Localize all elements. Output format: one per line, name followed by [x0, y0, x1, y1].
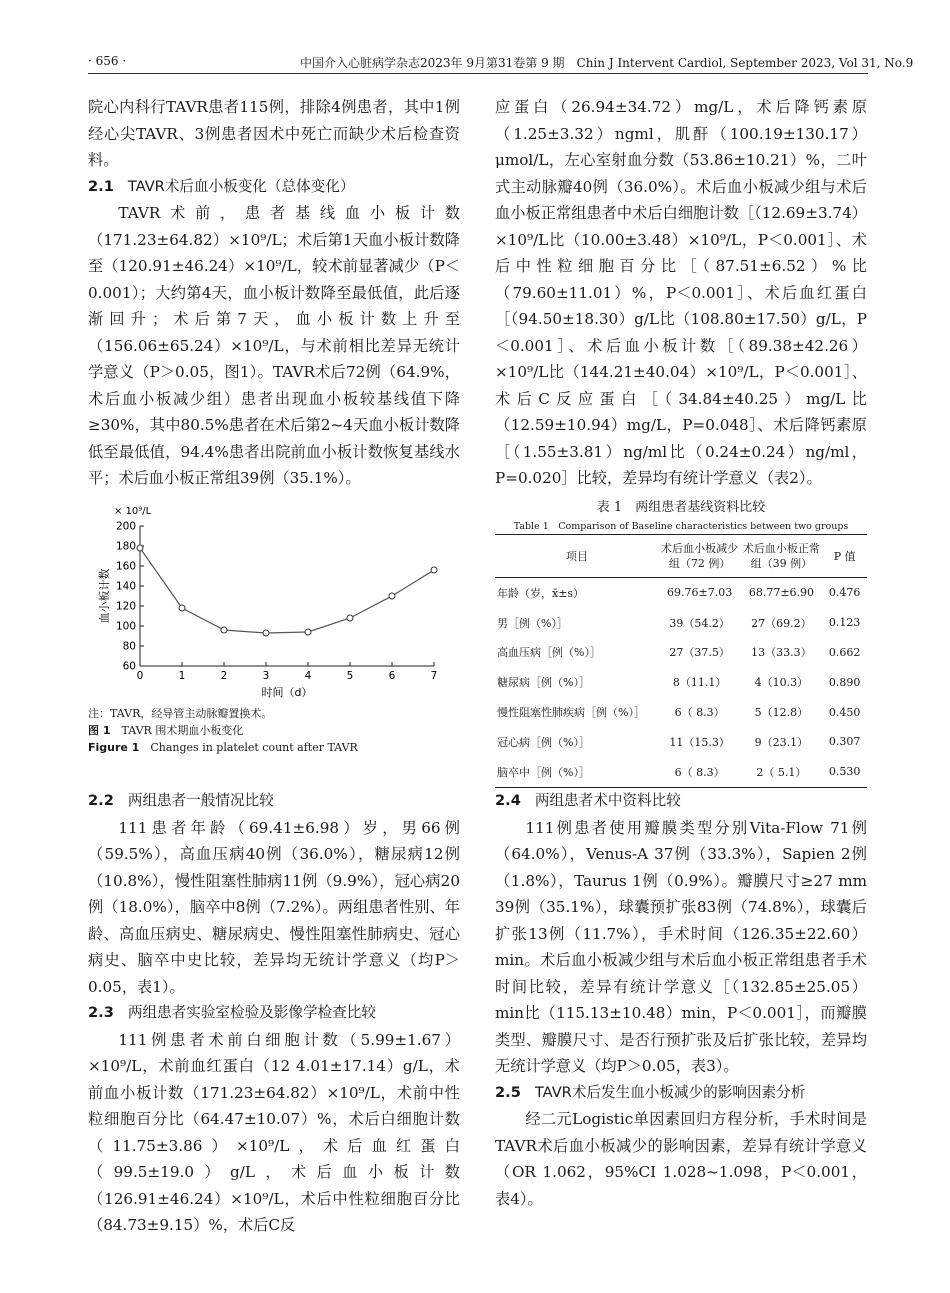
- table-cell: 0.890: [828, 675, 861, 689]
- table-cell: 4（10.3）: [754, 676, 809, 690]
- chart-ticks: [116, 521, 437, 683]
- y-tick-label: 200: [115, 520, 136, 533]
- table-row: [495, 608, 867, 638]
- x-tick-label: 3: [262, 670, 270, 682]
- section-2-5-paragraph: 经二元Logistic单因素回归方程分析，手术时间是TAVR术后血小板减少的影响因素，差异有统计学意义（OR 1.062，95%CI 1.028~1.098，P＜0.001，表4）。: [495, 1110, 867, 1208]
- figure-note-block: [88, 705, 460, 756]
- section-title: TAVR术后血小板变化（总体变化）: [127, 177, 355, 195]
- y-tick-label: 80: [122, 640, 136, 653]
- table-cell: 39（54.2）: [669, 616, 730, 630]
- table-1-title-en: Table 1 Comparison of Baseline characteristics between two groups: [513, 521, 849, 532]
- table-cell: 6（ 8.3）: [659, 757, 741, 787]
- table-cell: 27（69.2）: [751, 616, 812, 630]
- data-point: [389, 593, 395, 599]
- section-2-4-paragraph: 111例患者使用瓣膜类型分别Vita-Flow 71例（64.0%），Venus-A 37例（33.3%），Sapien 2例（1.8%），Taurus 1例（0.9%）。瓣膜尺寸≥27 mm 39例（35.1%），球囊预扩张83例（74.8%），球囊后扩张13例（11.7%），手术时间（126.35±22.60）min。术后血小板减少组与术后血小板正常组患者手术时间比较，差异有统计学意义［（132.85±25.05）min比（115.13±10.48）min，P＜0.001］，而瓣膜类型、瓣膜尺寸、是否行预扩张及后扩张比较，差异均无统计学意义（均P＞0.05，表3）。: [495, 818, 867, 1075]
- section-2-1-paragraph: TAVR术前，患者基线血小板计数（171.23±64.82）×10⁹/L；术后第1天血小板计数降至（120.91±46.24）×10⁹/L，较术前显著减少（P＜0.001）；大约第4天，血小板计数降至最低值，此后逐渐回升；术后第7天，血小板计数上升至（156.06±65.24）×10⁹/L，与术前相比差异无统计学意义（P＞0.05，图1）。TAVR术后72例（64.9%，术后血小板减少组）患者出现血小板较基线值下降≥30%，其中80.5%患者在术后第2~4天血小板计数降低至最低值，94.4%患者出院前血小板计数恢复基线水平；术后血小板正常组39例（35.1%）。: [88, 204, 460, 487]
- y-tick-label: 60: [122, 660, 136, 673]
- table-cell: 糖尿病［例（%）］: [497, 676, 590, 690]
- data-point: [221, 627, 227, 633]
- section-2-4-heading: 2.4 两组患者术中资料比较: [495, 792, 681, 809]
- table-cell: 8（11.1）: [672, 676, 727, 690]
- table-cell: 0.662: [828, 645, 861, 659]
- table-cell: 0.307: [828, 735, 861, 749]
- x-tick-label: 1: [178, 670, 186, 682]
- table-cell: 2（ 5.1）: [741, 757, 823, 787]
- table-cell: 5（12.8）: [754, 706, 809, 720]
- table-row: [495, 727, 867, 757]
- col-header: 术后血小板正常组（39 例）: [741, 535, 823, 578]
- x-tick-label: 4: [304, 670, 312, 682]
- section-2-2-heading: 2.2 两组患者一般情况比较: [88, 792, 274, 809]
- continued-paragraph: 应蛋白（26.94±34.72）mg/L，术后降钙素原（1.25±3.32）ngml，肌酐（100.19±130.17）μmol/L，左心室射血分数（53.86±10.21）%，二叶式主动脉瓣40例（36.0%）。术后血小板减少组与术后血小板正常组患者中术后白细胞计数［（12.69±3.74）×10⁹/L比（10.00±3.48）×10⁹/L，P＜0.001］、术后中性粒细胞百分比［（87.51±6.52）%比（79.60±11.01）%，P＜0.001］、术后血红蛋白［（94.50±18.30）g/L比（108.80±17.50）g/L，P＜0.001］、术后血小板计数［（89.38±42.26）×10⁹/L比（144.21±40.04）×10⁹/L，P＜0.001］、术后C反应蛋白［（34.84±40.25）mg/L比（12.59±10.94）mg/L，P=0.048］、术后降钙素原［（1.55±3.81）ng/ml比（0.24±0.24）ng/ml，P=0.020］比较，差异均有统计学意义（表2）。: [495, 98, 867, 487]
- table-cell: 年龄（岁，x̄±s）: [497, 586, 585, 600]
- col-header: P 值: [822, 535, 867, 578]
- table-row: [495, 638, 867, 668]
- table-row: [495, 667, 867, 697]
- x-tick-label: 0: [136, 670, 144, 682]
- table-header-row: [495, 535, 867, 578]
- x-tick-label: 7: [430, 670, 438, 682]
- platelet-line-chart: [88, 498, 460, 703]
- section-2-3-heading: 2.3 两组患者实验室检验及影像学检查比较: [88, 1004, 376, 1021]
- table-1-title: 表 1 两组患者基线资料比较: [596, 500, 766, 515]
- left-column-bottom: [88, 788, 460, 1239]
- figure-caption-cn: 图 1 TAVR 围术期血小板变化: [88, 724, 244, 737]
- y-tick-label: 120: [115, 600, 136, 613]
- x-tick-label: 6: [388, 670, 396, 682]
- table-cell: 11（15.3）: [669, 735, 730, 749]
- data-point: [305, 629, 311, 635]
- table-cell: 冠心病［例（%）］: [497, 735, 590, 749]
- left-column-top: [88, 94, 460, 492]
- table-cell: 68.77±6.90: [748, 586, 815, 600]
- col-header: 项目: [495, 535, 659, 578]
- right-column-bottom: [495, 788, 867, 1212]
- y-axis-label: 血小板计数: [98, 568, 111, 624]
- table-cell: 0.123: [828, 616, 861, 630]
- y-tick-label: 140: [115, 580, 136, 593]
- table-1: [495, 534, 867, 788]
- table-cell: 27（37.5）: [669, 646, 730, 660]
- data-point: [347, 615, 353, 621]
- data-point: [179, 605, 185, 611]
- x-axis-label: 时间（d）: [261, 686, 313, 699]
- journal-header: 中国介入心脏病学杂志2023年 9月第31卷第 9 期 Chin J Intervent Cardiol, September 2023, Vol 31, No.9: [300, 56, 914, 70]
- table-cell: 慢性阻塞性肺疾病［例（%）］: [497, 706, 645, 720]
- figure-note: 注：TAVR，经导管主动脉瓣置换术。: [88, 707, 273, 720]
- x-tick-label: 5: [346, 670, 354, 682]
- table-cell: 13（33.3）: [751, 646, 812, 660]
- section-2-2-paragraph: 111患者年龄（69.41±6.98）岁，男66例（59.5%），高血压病40例（36.0%），糖尿病12例（10.8%），慢性阻塞性肺病11例（9.9%），冠心病20例（18.0%），脑卒中8例（7.2%）。两组患者性别、年龄、高血压病史、糖尿病史、慢性阻塞性肺病史、冠心病史、脑卒中史比较，差异均无统计学意义（均P＞0.05，表1）。: [88, 818, 460, 996]
- section-2-5-heading: 2.5 TAVR术后发生血小板减少的影响因素分析: [495, 1083, 806, 1101]
- figure-caption-en: Figure 1 Changes in platelet count after TAVR: [88, 741, 358, 754]
- x-tick-label: 2: [220, 670, 228, 682]
- table-cell: 69.76±7.03: [667, 586, 733, 600]
- table-cell: 0.530: [822, 757, 867, 787]
- header-rule: [88, 73, 868, 74]
- table-row: [495, 757, 867, 787]
- y-tick-label: 160: [115, 560, 136, 573]
- table-cell: 男［例（%）］: [497, 616, 568, 630]
- section-2-1-heading: [88, 174, 460, 201]
- table-cell: 9（23.1）: [754, 735, 809, 749]
- data-point: [137, 545, 143, 551]
- table-cell: 高血压病［例（%）］: [497, 646, 601, 660]
- table-row: [495, 697, 867, 727]
- page-number: · 656 ·: [88, 54, 127, 68]
- y-tick-label: 180: [115, 540, 136, 553]
- right-column-top: [495, 94, 867, 492]
- y-axis-unit: × 10⁹/L: [114, 506, 152, 517]
- data-point: [263, 630, 269, 636]
- y-tick-label: 100: [115, 620, 136, 633]
- col-header: 术后血小板减少组（72 例）: [659, 535, 741, 578]
- intro-paragraph: 院心内科行TAVR患者115例，排除4例患者，其中1例经心尖TAVR、3例患者因术中死亡而缺少术后检查资料。: [88, 98, 460, 169]
- table-row: [495, 578, 867, 608]
- table-cell: 6（ 8.3）: [674, 706, 725, 720]
- series-line: [140, 548, 434, 633]
- chart-series: [137, 545, 437, 636]
- table-cell: 脑卒中［例（%）］: [495, 757, 659, 787]
- table-cell: 0.476: [828, 586, 861, 600]
- section-number: 2.1: [88, 177, 114, 195]
- table-cell: 0.450: [828, 705, 861, 719]
- data-point: [431, 567, 437, 573]
- section-2-3-paragraph: 111例患者术前白细胞计数（5.99±1.67）×10⁹/L，术前血红蛋白（12 4.01±17.14）g/L，术前血小板计数（171.23±64.82）×10⁹/L，术前中性粒细胞百分比（64.47±10.07）%，术后白细胞计数（11.75±3.86）×10⁹/L，术后血红蛋白（99.5±19.0）g/L，术后血小板计数（126.91±46.24）×10⁹/L，术后中性粒细胞百分比（84.73±9.15）%，术后C反: [88, 1030, 460, 1234]
